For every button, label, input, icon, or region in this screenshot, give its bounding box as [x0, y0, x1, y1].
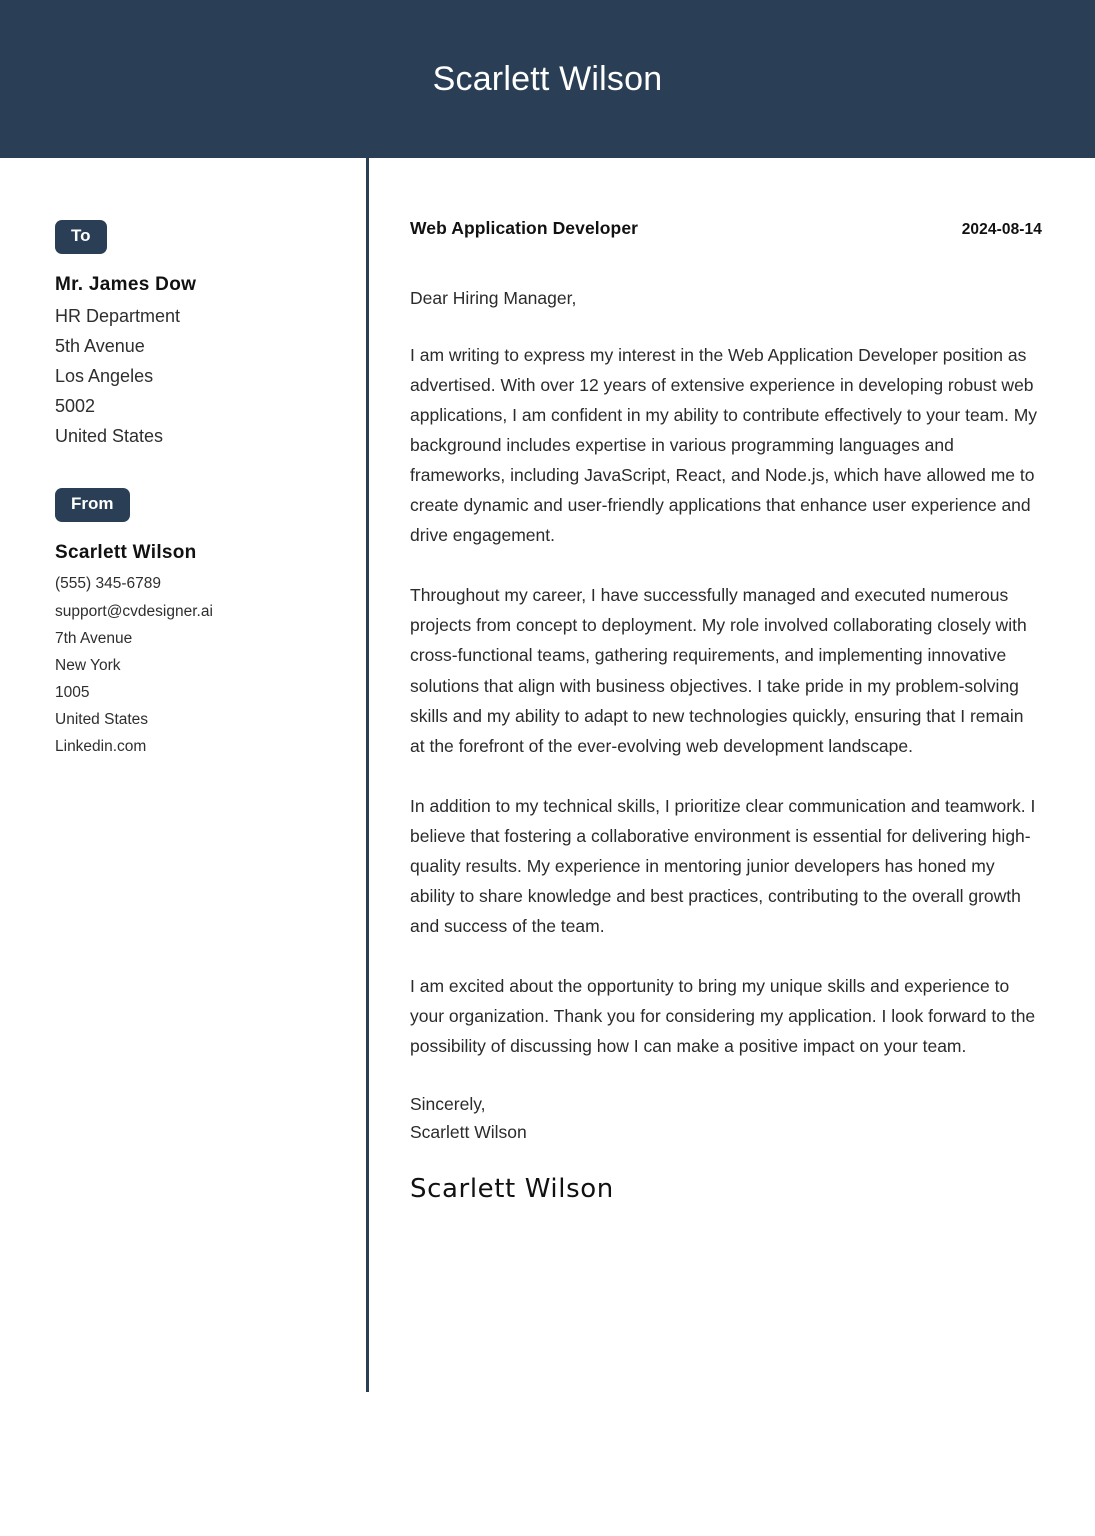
- sender-block: [55, 488, 350, 760]
- address-line: HR Department: [55, 306, 181, 327]
- closing-word: Sincerely,: [410, 1093, 486, 1114]
- recipient-name: Mr. James Dow: [55, 273, 197, 295]
- letter-paragraph: I am writing to express my interest in the Web Application Developer position as advertised. With over 12 years of extensive experience in developing robust web applications, I am confident in my ability to contribute effectively to your team. My background includes expertise in various programming languages and frameworks, including JavaScript, React, and Node.js, which have allowed me to create dynamic and user-friendly applications that enhance user experience and drive engagement.: [410, 344, 1038, 546]
- letter-meta-row: [410, 218, 1042, 239]
- letter-body: [410, 218, 1042, 1204]
- sender-name: Scarlett Wilson: [55, 542, 197, 564]
- closing-block: [410, 1090, 1042, 1147]
- address-line: United States: [55, 426, 164, 447]
- job-title: Web Application Developer: [410, 218, 639, 238]
- contact-phone: (555) 345-6789: [55, 575, 161, 593]
- recipient-block: [55, 220, 350, 451]
- contact-email: support@cvdesigner.ai: [55, 602, 213, 620]
- address-line: 5002: [55, 396, 96, 417]
- recipient-address: [55, 301, 350, 451]
- letter-paragraph: In addition to my technical skills, I prioritize clear communication and teamwork. I believe that fostering a collaborative environment is essential for delivering high-quality results. My experience in mentoring junior developers has honed my ability to share knowledge and best practices, contributing to the overall growth and success of the team.: [410, 795, 1036, 937]
- contact-website: Linkedin.com: [55, 738, 147, 756]
- address-line: 5th Avenue: [55, 336, 145, 357]
- contact-city: New York: [55, 656, 121, 674]
- sender-contact-details: [55, 570, 350, 760]
- letter-paragraph: I am excited about the opportunity to bring my unique skills and experience to your organization. Thank you for considering my application. I look forward to the possibility of discussing how I can make a positive impact on your team.: [410, 976, 1036, 1057]
- letter-date: 2024-08-14: [961, 221, 1042, 238]
- contact-street: 7th Avenue: [55, 629, 133, 647]
- page-title: Scarlett Wilson: [432, 60, 663, 98]
- from-badge: From: [55, 488, 130, 522]
- address-line: Los Angeles: [55, 366, 154, 387]
- closing-name: Scarlett Wilson: [410, 1121, 527, 1142]
- contact-postal-code: 1005: [55, 683, 90, 701]
- sidebar: [55, 220, 350, 760]
- vertical-divider: [366, 158, 369, 1392]
- salutation: Dear Hiring Manager,: [410, 288, 577, 308]
- letter-paragraph: Throughout my career, I have successfully managed and executed numerous projects from concept to deployment. My role involved collaborating closely with cross-functional teams, gathering requirements, and implementing innovative solutions that align with business objectives. I take pride in my problem-solving skills and my ability to adapt to new technologies quickly, ensuring that I remain at the forefront of the ever-evolving web development landscape.: [410, 585, 1027, 756]
- header-banner: [0, 0, 1095, 158]
- signature: Scarlett Wilson: [410, 1174, 614, 1205]
- to-badge: To: [55, 220, 107, 254]
- contact-country: United States: [55, 711, 149, 729]
